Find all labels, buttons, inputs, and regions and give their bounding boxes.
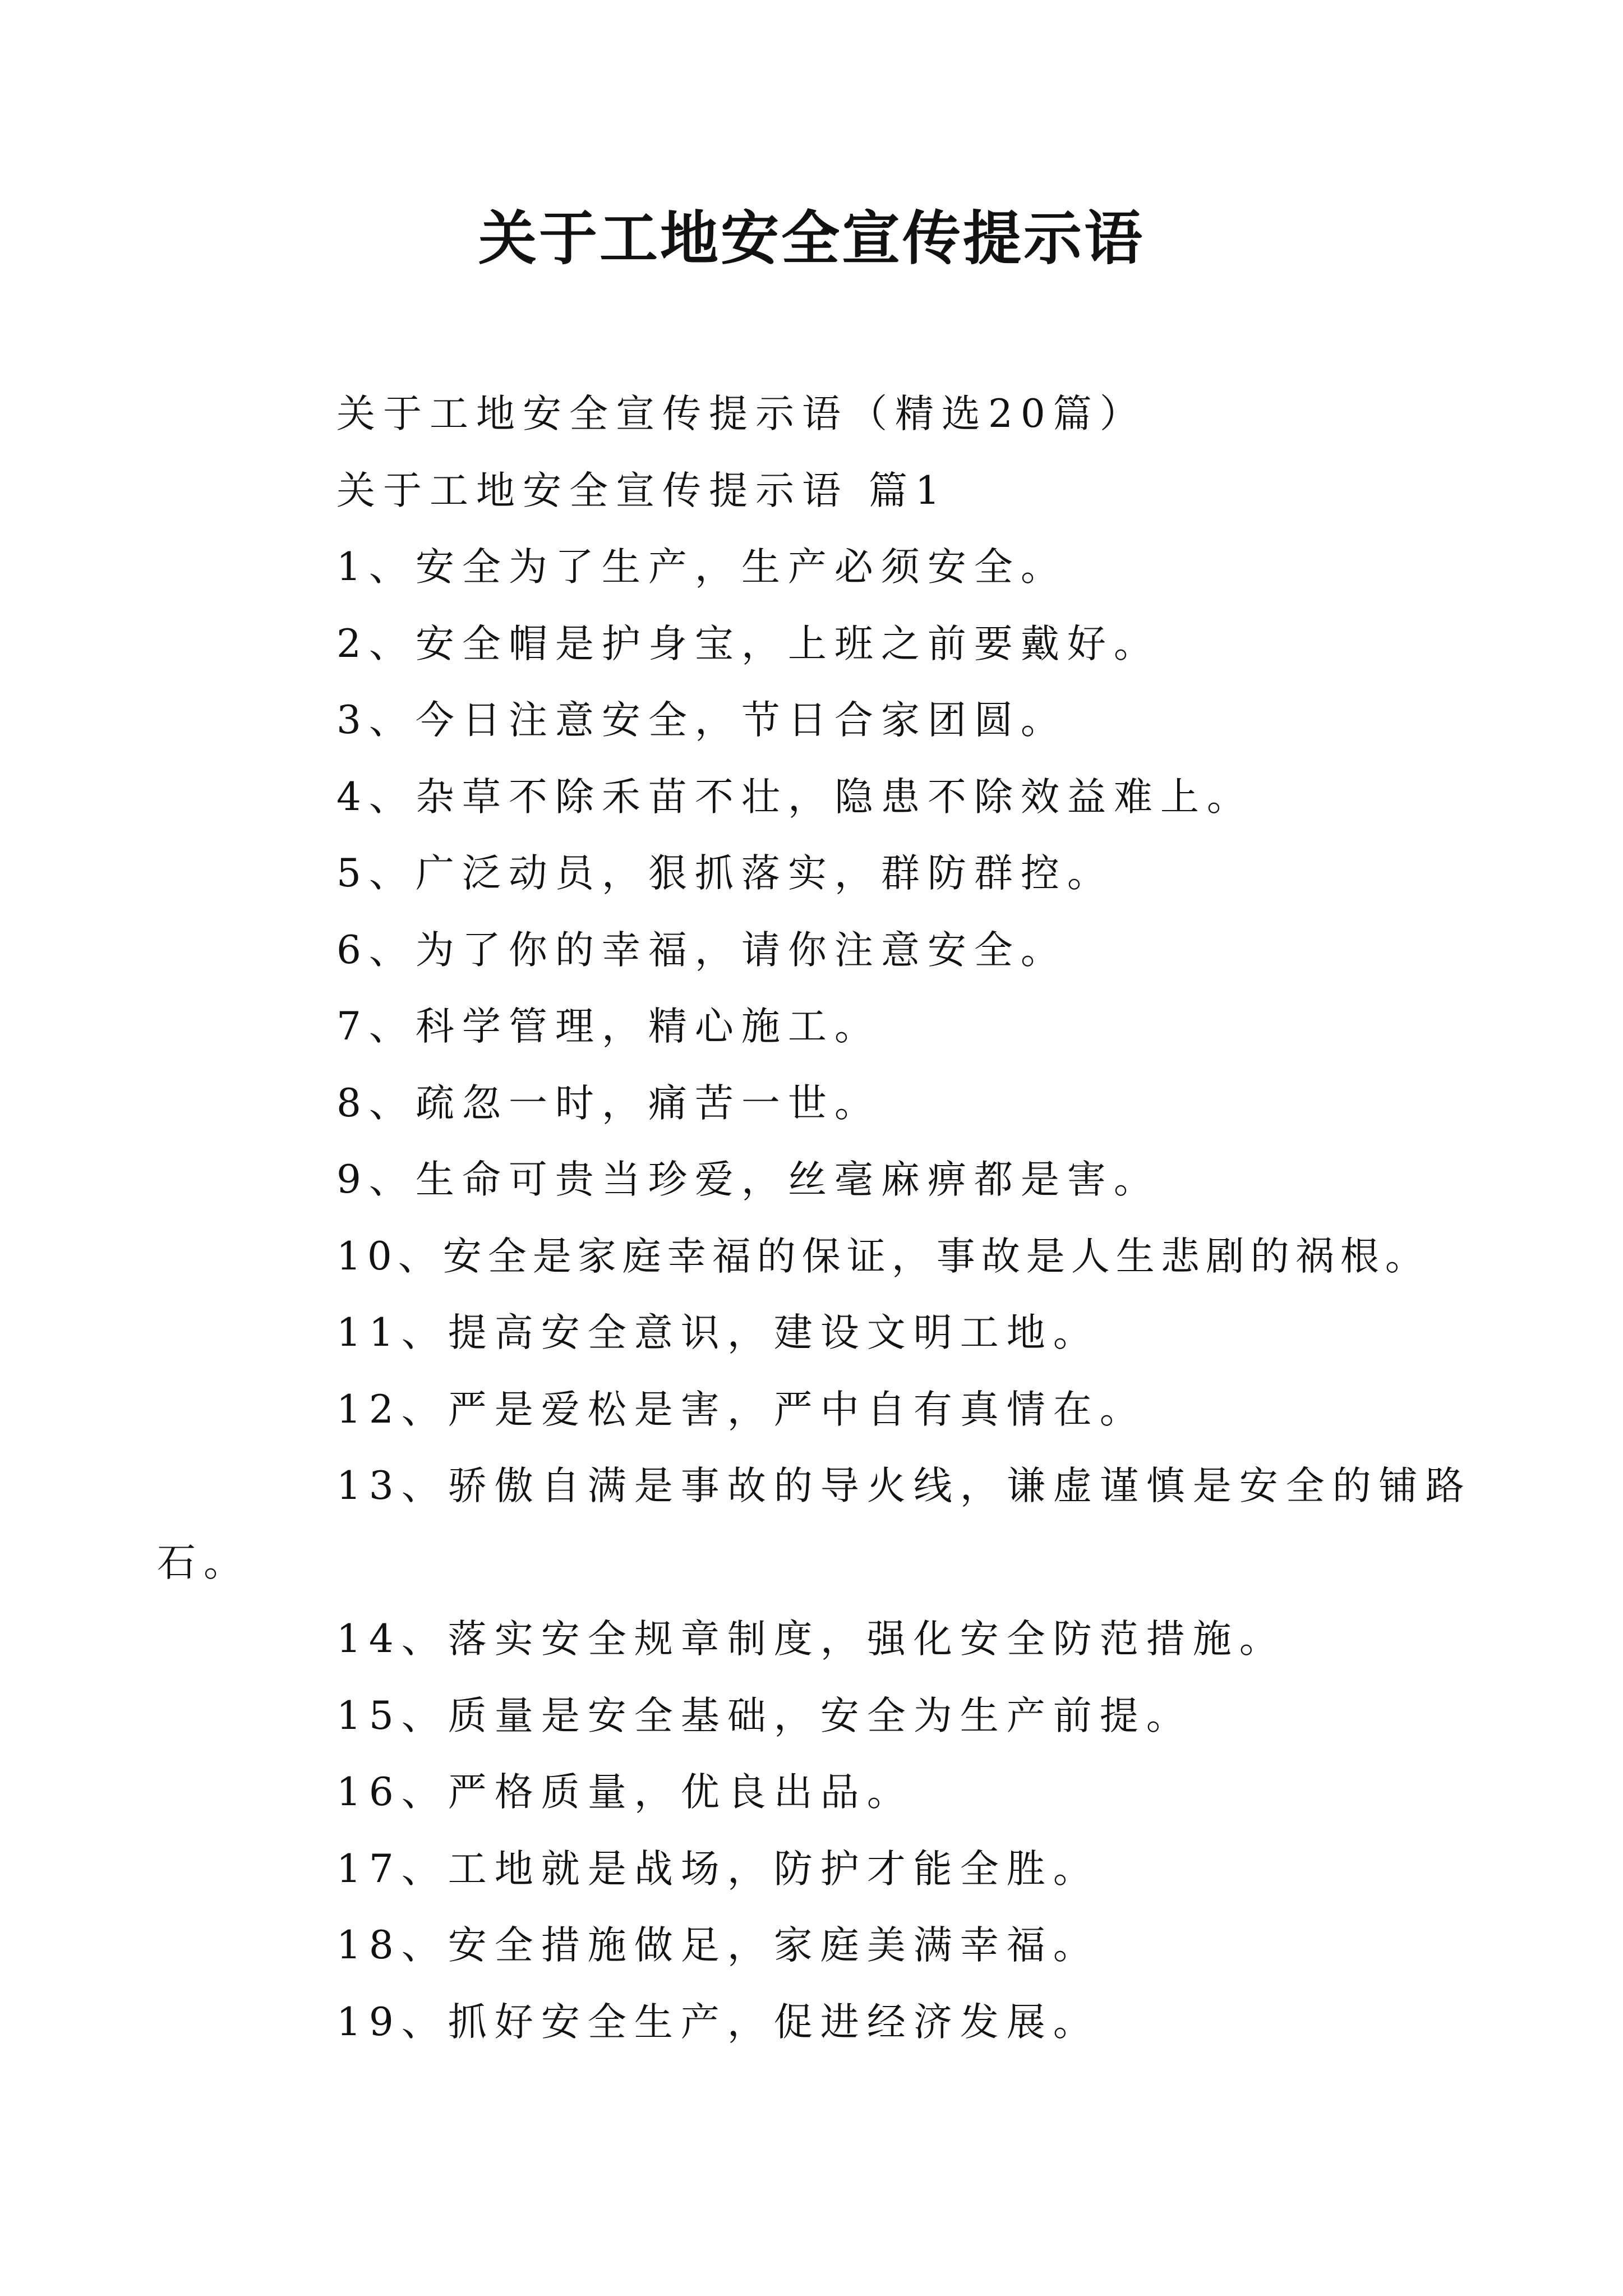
list-item: 3、今日注意安全，节日合家团圆。 [336,698,1067,743]
document-body [157,376,1472,2060]
list-item: 1、安全为了生产，生产必须安全。 [336,545,1067,590]
list-item: 9、生命可贵当珍爱，丝毫麻痹都是害。 [336,1157,1160,1202]
list-item: 14、落实安全规章制度，强化安全防范措施。 [336,1617,1286,1662]
list-item: 7、科学管理，精心施工。 [336,1004,881,1049]
list-item-wrapped-line2: 石。 [157,1540,250,1585]
list-item: 15、质量是安全基础，安全为生产前提。 [336,1693,1193,1738]
list-item: 4、杂草不除禾苗不壮，隐患不除效益难上。 [336,774,1253,820]
list-item: 19、抓好安全生产，促进经济发展。 [336,1999,1100,2045]
list-item: 5、广泛动员，狠抓落实，群防群控。 [336,851,1114,896]
section-heading: 关于工地安全宣传提示语 篇1 [336,468,948,513]
list-item: 16、严格质量，优良出品。 [336,1770,914,1815]
list-item: 2、安全帽是护身宝，上班之前要戴好。 [336,621,1160,666]
document-title: 关于工地安全宣传提示语 [478,204,1145,273]
document-subtitle: 关于工地安全宣传提示语（精选20篇） [336,392,1146,436]
list-item: 18、安全措施做足，家庭美满幸福。 [336,1923,1100,1968]
list-item: 12、严是爱松是害，严中自有真情在。 [336,1387,1146,1432]
list-item: 8、疏忽一时，痛苦一世。 [336,1080,881,1126]
list-item: 10、安全是家庭幸福的保证，事故是人生悲剧的祸根。 [336,1234,1430,1279]
list-item: 6、为了你的幸福，请你注意安全。 [336,927,1067,973]
list-item-wrapped-line1: 13、骄傲自满是事故的导火线，谦虚谨慎是安全的铺路 [336,1464,1472,1508]
list-item: 17、工地就是战场，防护才能全胜。 [336,1846,1100,1892]
list-item: 11、提高安全意识，建设文明工地。 [336,1310,1100,1355]
